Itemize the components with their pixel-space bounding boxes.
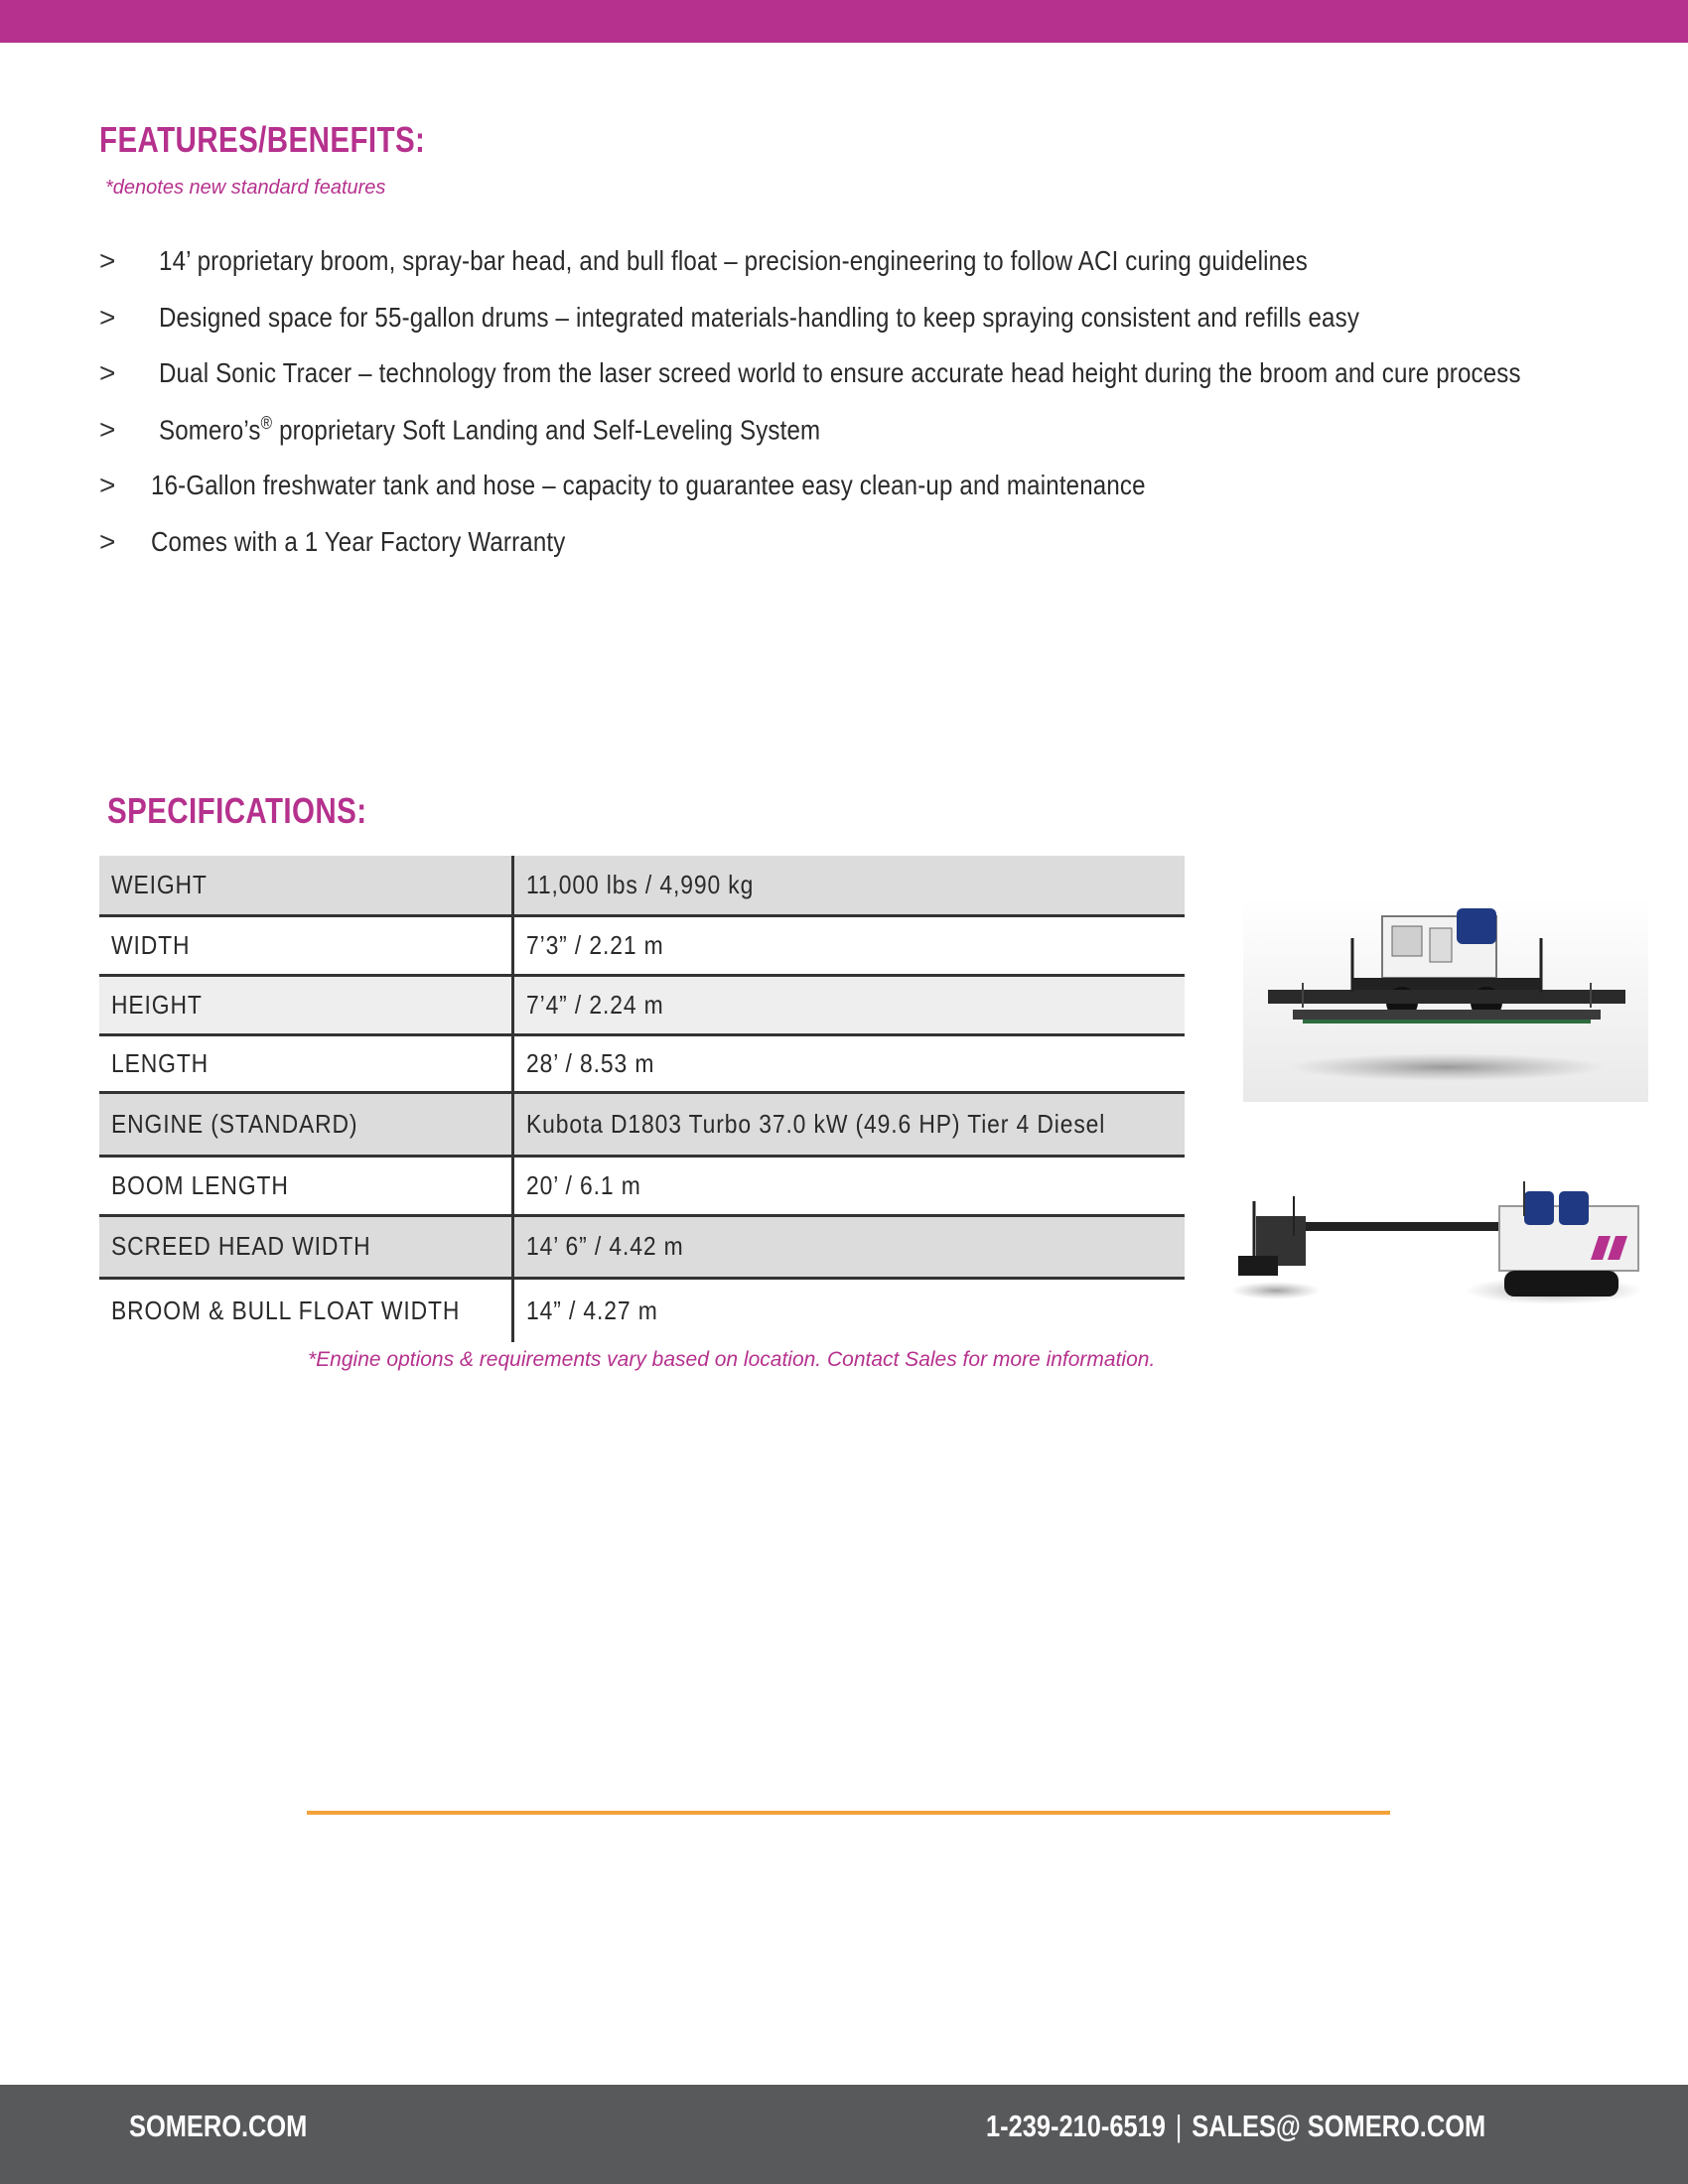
feature-item	[99, 402, 1688, 459]
spec-value: Kubota D1803 Turbo 37.0 kW (49.6 HP) Tier 4 Diesel	[513, 1092, 1185, 1156]
spec-row-height	[99, 975, 1185, 1034]
engine-footnote: *Engine options & requirements vary based on location. Contact Sales for more information.	[308, 1348, 1156, 1371]
spec-label: BOOM LENGTH	[99, 1156, 513, 1215]
spec-label: WIDTH	[99, 915, 513, 975]
machine-front-view-image	[1243, 898, 1648, 1102]
divider-rule	[307, 1811, 1390, 1815]
spec-value: 14’ 6” / 4.42 m	[513, 1215, 1185, 1278]
spec-value: 7’3” / 2.21 m	[513, 915, 1185, 975]
feature-text: Comes with a 1 Year Factory Warranty	[151, 525, 566, 557]
feature-text: Designed space for 55-gallon drums – integrated materials-handling to keep spraying consistent and refills easy	[159, 301, 1360, 333]
feature-text-rest: proprietary Soft Landing and Self-Leveling System	[272, 414, 821, 446]
spec-value: 11,000 lbs / 4,990 kg	[513, 856, 1185, 915]
feature-text: Dual Sonic Tracer – technology from the laser screed world to ensure accurate head height during the broom and cure process	[159, 357, 1521, 389]
bullet-marker: >	[99, 470, 116, 501]
feature-item	[99, 514, 1688, 571]
spec-label: LENGTH	[99, 1034, 513, 1092]
bullet-marker: >	[99, 525, 116, 557]
bullet-marker: >	[99, 301, 116, 333]
feature-item	[99, 458, 1688, 514]
bullet-marker: >	[99, 245, 116, 277]
spec-row-screed-head-width	[99, 1215, 1185, 1278]
machine-side-view-image	[1226, 1176, 1651, 1360]
specifications-heading: SPECIFICATIONS:	[107, 790, 367, 831]
spec-row-length	[99, 1034, 1185, 1092]
features-list	[99, 233, 1688, 570]
feature-item	[99, 345, 1688, 402]
footer-separator: |	[1175, 2109, 1183, 2143]
footer-email-link[interactable]: SALES@ SOMERO.COM	[1192, 2109, 1486, 2143]
feature-item	[99, 290, 1688, 346]
spec-value: 7’4” / 2.24 m	[513, 975, 1185, 1034]
feature-text: 14’ proprietary broom, spray-bar head, and bull float – precision-engineering to follow ACI curing guidelines	[159, 245, 1308, 277]
registered-mark: ®	[260, 413, 273, 434]
spec-value: 28’ / 8.53 m	[513, 1034, 1185, 1092]
spec-label: ENGINE (STANDARD)	[99, 1092, 513, 1156]
spec-label: BROOM & BULL FLOAT WIDTH	[111, 1295, 461, 1325]
bullet-marker: >	[99, 413, 116, 445]
spec-value: 14” / 4.27 m	[513, 1278, 1185, 1342]
top-brand-bar	[0, 0, 1688, 43]
spec-label: HEIGHT	[99, 975, 513, 1034]
specifications-table	[99, 856, 1185, 1342]
feature-text: 16-Gallon freshwater tank and hose – capacity to guarantee easy clean-up and maintenance	[151, 470, 1146, 501]
spec-row-width	[99, 915, 1185, 975]
bullet-marker: >	[99, 357, 116, 389]
features-note: *denotes new standard features	[105, 177, 386, 199]
feature-brand: Somero’s	[159, 414, 261, 446]
feature-item	[99, 233, 1688, 290]
footer-contact	[986, 2105, 1485, 2148]
spec-row-weight	[99, 856, 1185, 915]
footer-website-link[interactable]: SOMERO.COM	[129, 2109, 308, 2143]
spec-label: SCREED HEAD WIDTH	[99, 1215, 513, 1278]
spec-row-engine	[99, 1092, 1185, 1156]
spec-row-broom-width	[99, 1278, 1185, 1342]
spec-value: 20’ / 6.1 m	[513, 1156, 1185, 1215]
footer-phone[interactable]: 1-239-210-6519	[986, 2109, 1166, 2143]
features-heading: FEATURES/BENEFITS:	[99, 119, 426, 160]
spec-row-boom-length	[99, 1156, 1185, 1215]
spec-label: WEIGHT	[99, 856, 513, 915]
feature-text	[159, 413, 820, 446]
